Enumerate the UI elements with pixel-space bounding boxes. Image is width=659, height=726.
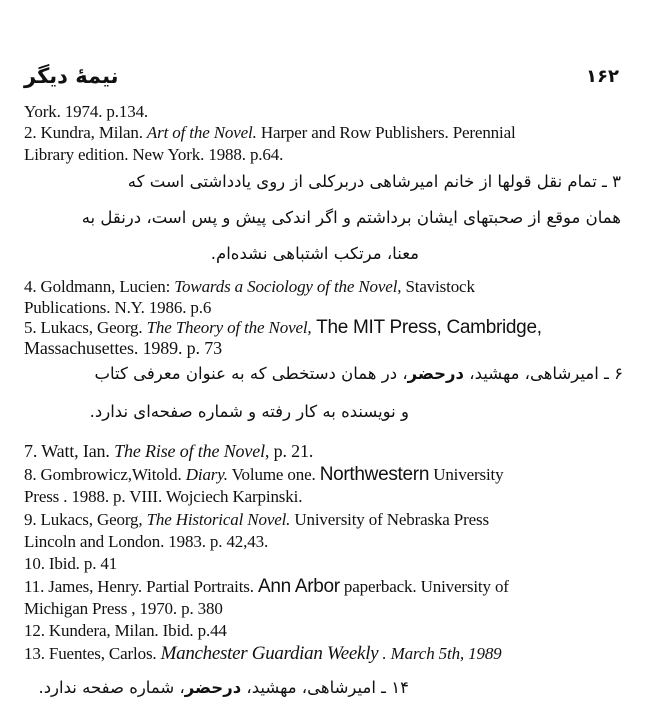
book-title: The Theory of the Novel,: [146, 318, 312, 337]
note-text: Northwestern: [319, 464, 430, 485]
note-text: 5. Lukacs, Georg.: [24, 318, 147, 337]
note-8-line-1: [24, 464, 624, 485]
note-text: Volume one.: [227, 465, 320, 484]
note-4-line-2: Publications. N.Y. 1986. p.6: [24, 298, 212, 317]
note-2-line-1: [24, 122, 624, 143]
note-text: . March 5th, 1989: [378, 644, 502, 663]
note-4-line-1: [24, 276, 624, 297]
note-14: [38, 678, 409, 697]
note-11-line-1: [24, 576, 624, 597]
book-title: Art of the Novel.: [146, 123, 257, 142]
note-text: 2. Kundra, Milan.: [24, 123, 147, 142]
book-title: درحضر: [184, 678, 242, 697]
note-text: 8. Gombrowicz,Witold.: [24, 465, 186, 484]
note-text: Harper and Row Publishers. Perennial: [256, 123, 516, 142]
page-number: ۱۶۲: [586, 66, 619, 87]
book-title: Manchester Guardian Weekly: [160, 643, 379, 664]
note-text: ، شماره صفحه ندارد.: [38, 678, 185, 697]
note-text: 4. Goldmann, Lucien:: [24, 277, 175, 296]
note-6-line-1: [94, 364, 623, 383]
note-text: 7. Watt, Ian.: [24, 441, 115, 461]
note-5-line-2: Massachusettes. 1989. p. 73: [24, 338, 222, 358]
book-title: Towards a Sociology of the Novel,: [174, 277, 402, 296]
note-text: Stavistock: [401, 277, 475, 296]
note-text: ۶ ـ امیرشاهی، مهشید،: [464, 364, 623, 383]
note-9-line-2: Lincoln and London. 1983. p. 42,43.: [24, 532, 269, 551]
note-13: [24, 643, 624, 664]
note-text: University of Nebraska Press: [290, 510, 489, 529]
note-text: 13. Fuentes, Carlos.: [24, 644, 161, 663]
note-12: 12. Kundera, Milan. Ibid. p.44: [24, 621, 227, 640]
book-title: The Historical Novel.: [146, 510, 291, 529]
note-text: ، در همان دستخطی که به عنوان معرفی کتاب: [94, 364, 408, 383]
note-8-line-2: Press . 1988. p. VIII. Wojciech Karpinski.: [24, 487, 303, 506]
note-7: [24, 441, 624, 462]
running-title: نیمهٔ دیگر: [24, 64, 119, 88]
note-text: 11. James, Henry. Partial Portraits.: [24, 577, 258, 596]
note-text: The MIT Press, Cambridge,: [311, 317, 542, 338]
note-11-line-2: Michigan Press , 1970. p. 380: [24, 599, 223, 618]
note-9-line-1: [24, 509, 624, 530]
note-6-line-2: و نویسنده به کار رفته و شماره صفحه‌ای ندارد.: [89, 402, 409, 421]
note-text: Ann Arbor: [257, 576, 340, 597]
note-1-continuation: York. 1974. p.134.: [24, 102, 149, 121]
note-5-line-1: [24, 317, 624, 338]
note-3-line-3: معنا، مرتکب اشتباهی نشده‌ام.: [210, 244, 419, 263]
note-2-line-2: Library edition. New York. 1988. p.64.: [24, 145, 284, 164]
book-title: درحضر: [407, 364, 465, 383]
note-text: University: [429, 465, 504, 484]
note-text: paperback. University of: [339, 577, 509, 596]
note-text: 9. Lukacs, Georg,: [24, 510, 147, 529]
book-title: The Rise of the Novel,: [114, 441, 270, 461]
book-title: Diary.: [185, 465, 228, 484]
note-text: ۱۴ ـ امیرشاهی، مهشید،: [241, 678, 409, 697]
note-3-line-2: همان موقع از صحبتهای ایشان برداشتم و اگر اندکی پیش و پس است، درنقل به: [81, 208, 621, 227]
note-10: 10. Ibid. p. 41: [24, 554, 118, 573]
note-text: p. 21.: [269, 441, 314, 461]
note-3-line-1: ۳ ـ تمام نقل قولها از خانم امیرشاهی دربرکلی از روی یادداشتی است که: [127, 172, 621, 191]
